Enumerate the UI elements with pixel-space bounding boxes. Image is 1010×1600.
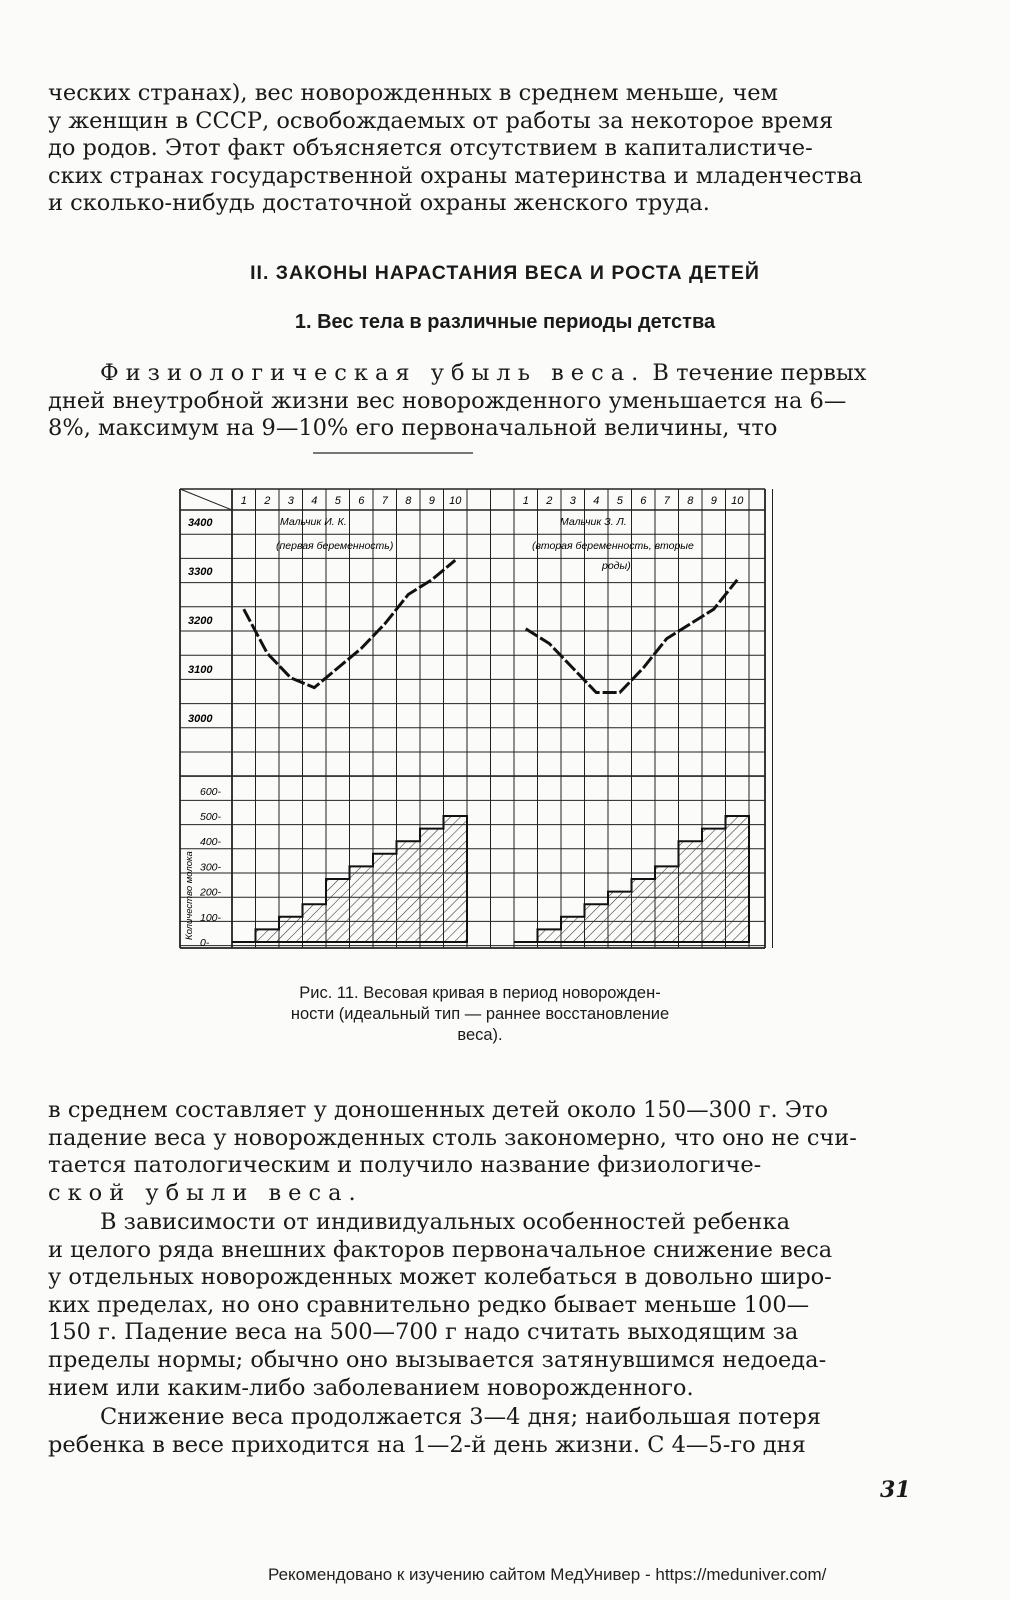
panel-note-label: (вторая беременность, вторые: [532, 540, 694, 552]
footer-recommendation: Рекомендовано к изучению сайтом МедУнивер - https://meduniver.com/: [268, 1565, 827, 1584]
text-line: и сколько-нибудь достаточной охраны женского труда.: [48, 190, 710, 217]
text-fragment: В течение первых: [652, 360, 867, 386]
day-label: 4: [593, 495, 600, 507]
weight-tick-label: 3000: [188, 713, 213, 725]
caption-line: веса).: [457, 1026, 503, 1044]
day-label: 8: [405, 495, 412, 507]
milk-axis-label: Количество молока: [184, 851, 195, 940]
text-line: 150 г. Падение веса на 500—700 г надо считать выходящим за: [48, 1319, 799, 1346]
text-line: ребенка в весе приходится на 1—2-й день жизни. С 4—5-го дня: [48, 1431, 806, 1458]
milk-tick-label: 100-: [200, 911, 222, 924]
bottom-paragraph-3: [48, 1404, 910, 1459]
text-line: ских странах государственной охраны материнства и младенчества: [48, 162, 863, 189]
text-line: нием или каким-либо заболеванием новорожденного.: [48, 1374, 694, 1401]
milk-tick-label: 200-: [200, 886, 222, 899]
day-label: 9: [428, 495, 435, 507]
text-line: тается патологическим и получило название физиологиче-: [48, 1152, 762, 1179]
day-label: 7: [663, 495, 670, 507]
day-label: 3: [287, 495, 294, 507]
text-line: пределы нормы; обычно оно вызывается затянувшимся недоеда-: [48, 1346, 827, 1373]
day-label: 10: [731, 495, 744, 507]
milk-tick-label: 500-: [200, 811, 222, 823]
section-heading: II. ЗАКОНЫ НАРАСТАНИЯ ВЕСА И РОСТА ДЕТЕЙ: [250, 262, 760, 284]
text-line: ких пределах, но оно сравнительно редко бывает меньше 100—: [48, 1291, 810, 1318]
text-line: ской убыли веса.: [48, 1179, 363, 1206]
text-line: дней внеутробной жизни вес новорожденного уменьшается на 6—: [48, 387, 847, 414]
weight-tick-label: 3100: [188, 664, 213, 676]
text-line: 8%, максимум на 9—10% его первоначальной величины, что: [48, 415, 778, 442]
milk-tick-label: 0-: [200, 937, 210, 949]
day-label: 5: [334, 495, 341, 507]
text-line: в среднем составляет у доношенных детей около 150—300 г. Это: [48, 1097, 829, 1123]
milk-tick-label: 400-: [200, 836, 222, 849]
day-label: 10: [449, 495, 462, 507]
panel-name-label: Мальчик З. Л.: [560, 516, 627, 528]
text-line: у женщин в СССР, освобождаемых от работы за некоторое время: [48, 107, 834, 134]
text-line: Снижение веса продолжается 3—4 дня; наибольшая потеря: [100, 1404, 821, 1430]
subsection-heading: 1. Вес тела в различные периоды детства: [294, 311, 716, 333]
spaced-term: Физиологическая убыль веса.: [100, 360, 646, 386]
day-label: 2: [264, 495, 271, 507]
bottom-paragraph-1: [48, 1097, 910, 1207]
text-line: В зависимости от индивидуальных особенностей ребенка: [100, 1209, 790, 1235]
weight-tick-label: 3300: [188, 566, 213, 578]
weight-tick-label: 3200: [188, 615, 213, 627]
day-label: 3: [569, 495, 576, 507]
day-label: 1: [240, 495, 247, 507]
caption-line: Рис. 11. Весовая кривая в период новорожден-: [299, 984, 661, 1002]
day-label: 6: [640, 495, 647, 507]
panel-name-label: Мальчик И. К.: [280, 516, 347, 528]
page-number: 31: [880, 1477, 911, 1503]
panel-note-label: (первая беременность): [276, 540, 394, 552]
grid-line: [180, 489, 232, 510]
figure-caption: [200, 983, 760, 1046]
text-line: до родов. Этот факт объясняется отсутствием в капиталистиче-: [48, 135, 813, 162]
day-label: 4: [311, 495, 318, 507]
bottom-paragraph-2: [48, 1209, 910, 1402]
text-line: и целого ряда внешних факторов первоначальное снижение веса: [48, 1236, 833, 1263]
day-label: 6: [358, 495, 365, 507]
weight-tick-label: 3400: [188, 517, 213, 529]
panel-note-label: роды): [602, 560, 631, 572]
text-line: у отдельных новорожденных может колебаться в довольно широ-: [48, 1264, 832, 1291]
text-line: падение веса у новорожденных столь закономерно, что оно не счи-: [48, 1124, 857, 1151]
milk-tick-label: 600-: [200, 785, 222, 798]
day-label: 2: [546, 495, 553, 507]
day-label: 9: [710, 495, 717, 507]
day-label: 1: [522, 495, 529, 507]
day-label: 5: [616, 495, 623, 507]
day-label: 7: [381, 495, 388, 507]
day-label: 8: [687, 495, 694, 507]
milk-tick-label: 300-: [200, 861, 222, 874]
caption-line: ности (идеальный тип — раннее восстановление: [290, 1005, 670, 1023]
text-line: ческих странах), вес новорожденных в среднем меньше, чем: [48, 80, 779, 106]
